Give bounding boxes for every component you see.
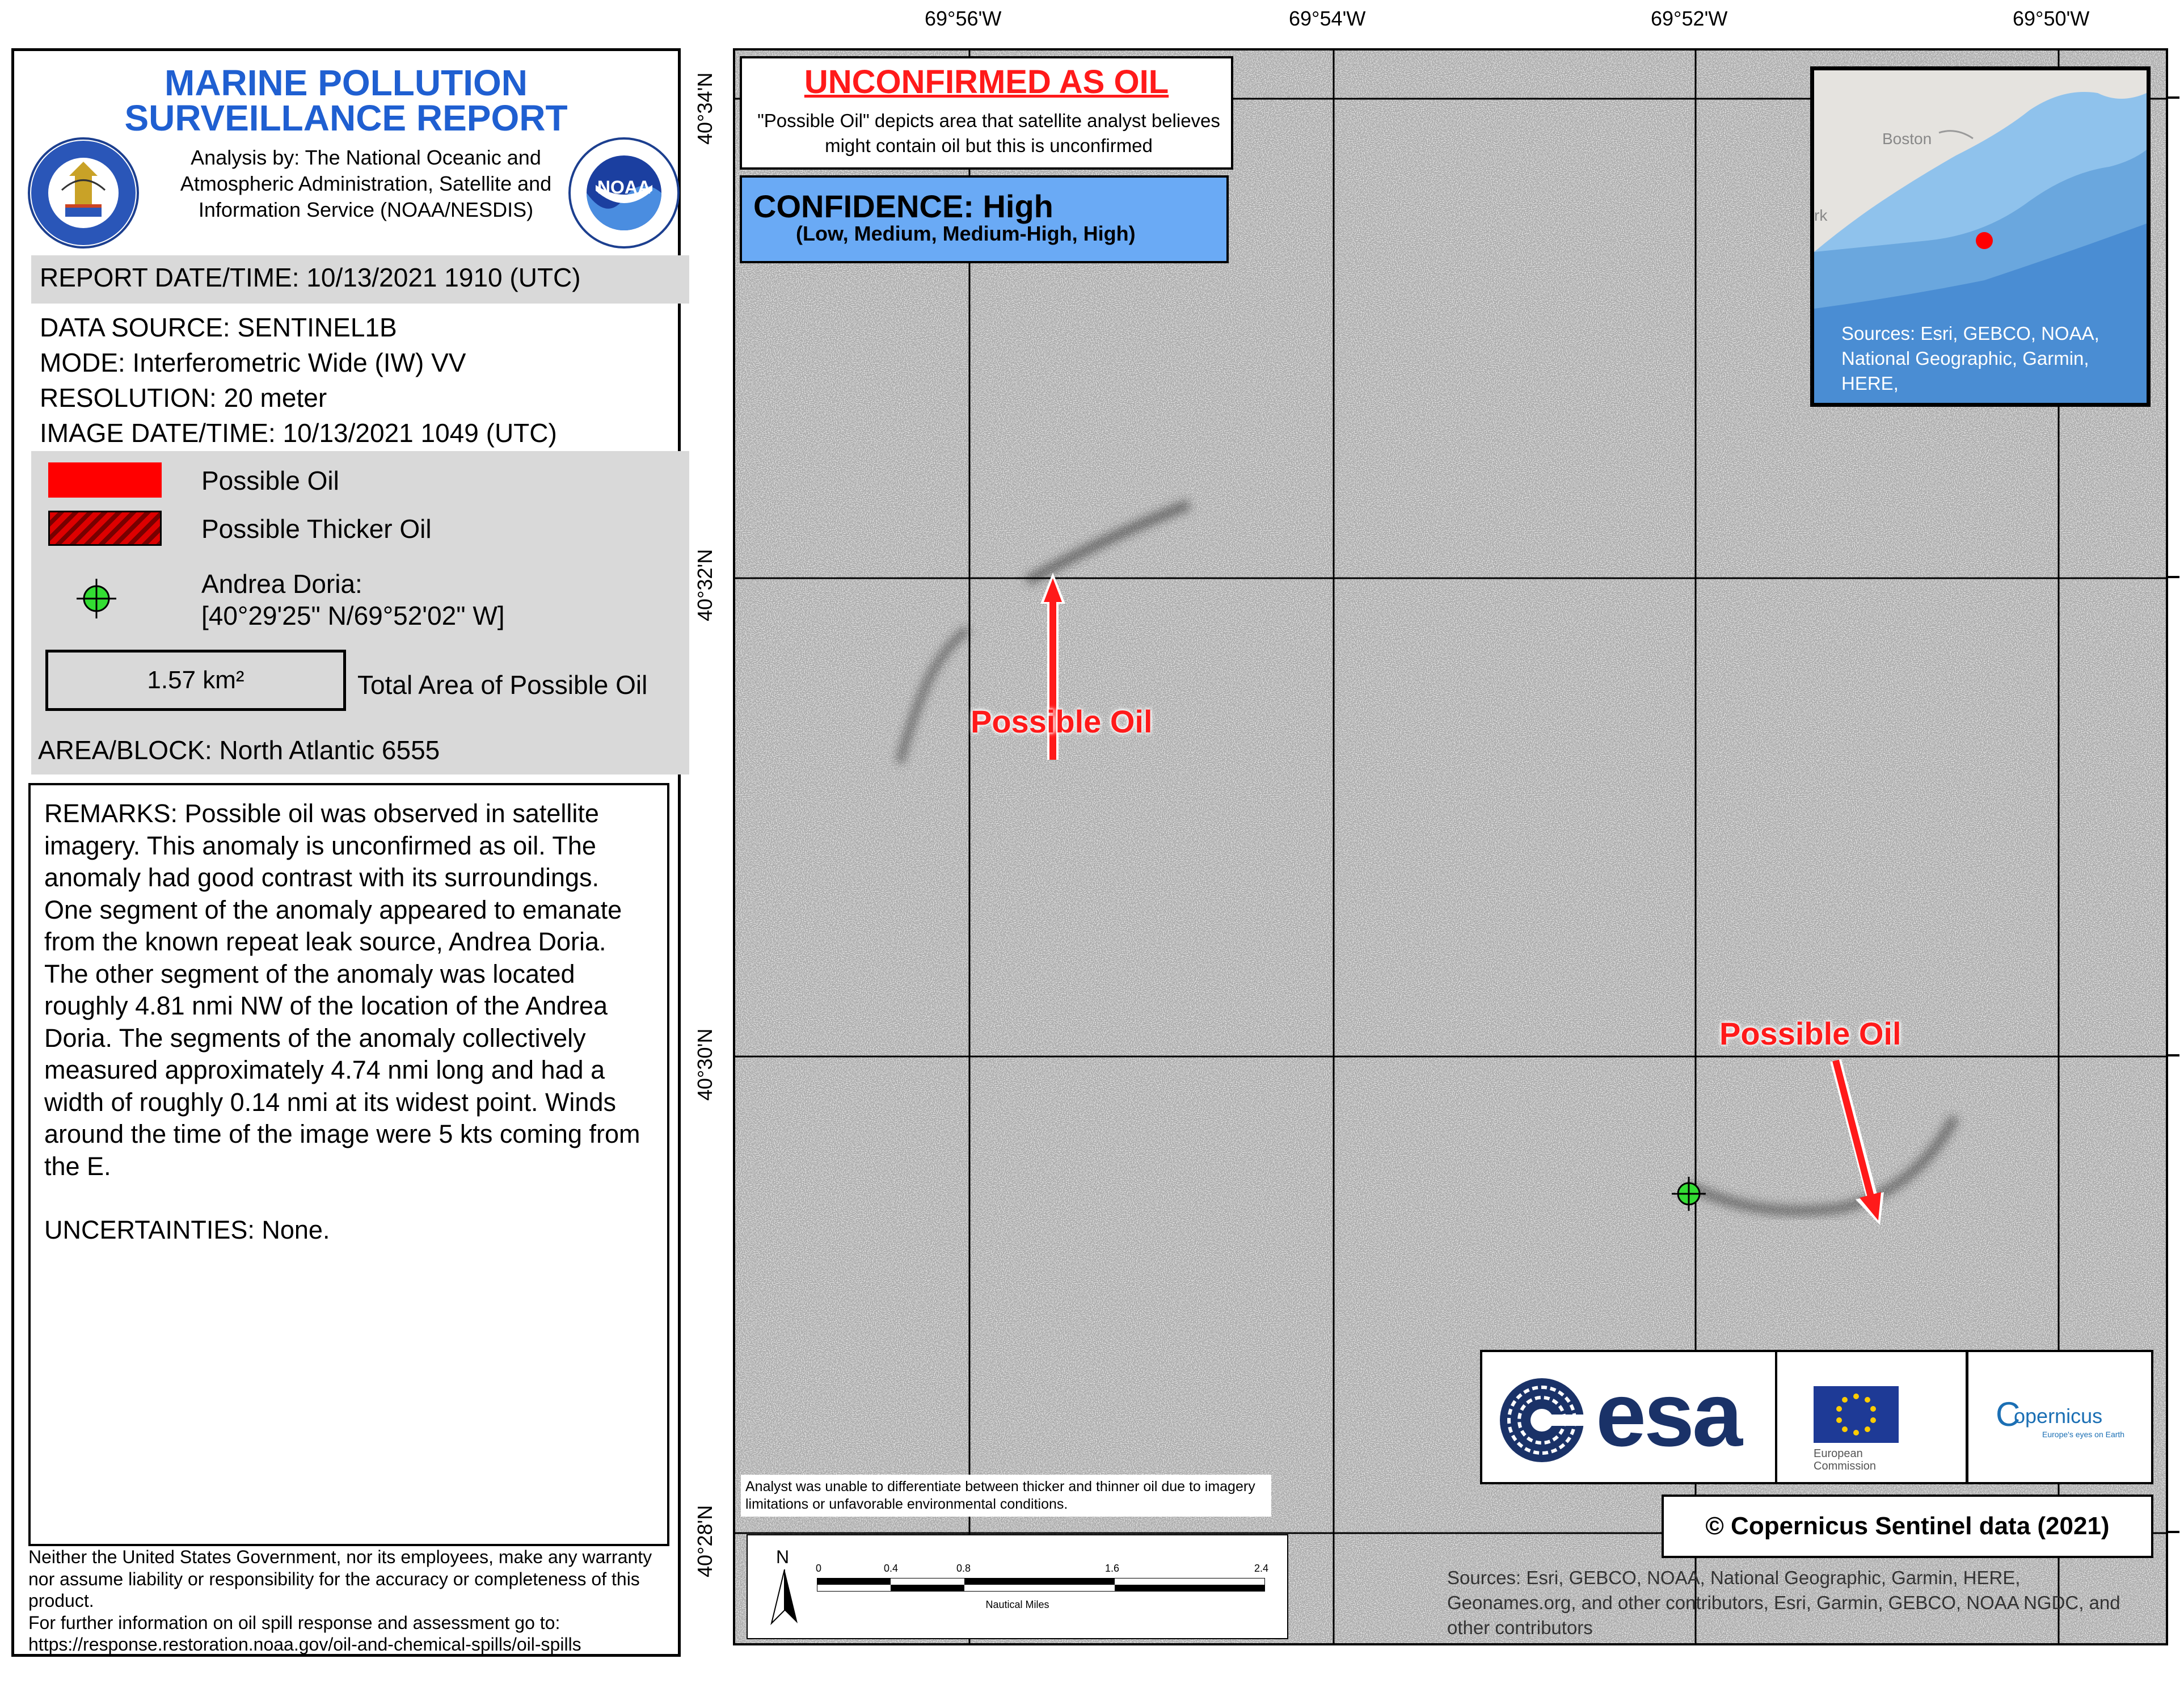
total-area-value: 1.57 km² (45, 650, 346, 711)
uncertainties-text: UNCERTAINTIES: None. (44, 1215, 330, 1244)
resolution: RESOLUTION: 20 meter (40, 383, 327, 412)
sar-map[interactable] (733, 48, 2168, 1645)
legend-possible-thicker-oil: Possible Thicker Oil (201, 514, 432, 544)
disclaimer (28, 1546, 664, 1656)
lat-label-2: 40°32'N (693, 549, 716, 621)
report-datetime: REPORT DATE/TIME: 10/13/2021 1910 (UTC) (40, 263, 581, 292)
scale-tick-1: 0.4 (884, 1563, 899, 1574)
possible-thicker-oil-swatch (48, 511, 162, 546)
copernicus-c: C (1996, 1395, 2021, 1433)
possible-oil-swatch (48, 462, 162, 498)
map-sources: Sources: Esri, GEBCO, NOAA, National Geographic, Garmin, HERE, Geonames.org, and other contributors, Esri, Garmin, GEBCO, NOAA NGDC, and other contributors (1447, 1567, 2120, 1638)
analysis-credit: Analysis by: The National Oceanic and Atmospheric Administration, Satellite and Information Service (NOAA/NESDIS) (180, 146, 552, 221)
inset-city-boston: Boston (1882, 130, 1932, 148)
remarks-box (28, 783, 669, 1546)
possible-oil-label-2: Possible Oil (1719, 1016, 1901, 1051)
lat-label-4: 40°28'N (693, 1505, 716, 1577)
noaa-logo-icon (567, 136, 681, 250)
area-block: AREA/BLOCK: North Atlantic 6555 (38, 735, 440, 765)
unconfirmed-text: "Possible Oil" depicts area that satellite analyst believes might contain oil but this is unconfirmed (757, 110, 1220, 156)
scale-tick-2: 0.8 (956, 1563, 971, 1574)
andrea-doria-coords: [40°29'25" N/69°52'02" W] (201, 601, 505, 630)
andrea-doria-marker-icon (77, 579, 116, 618)
andrea-doria-map-marker-icon[interactable] (1672, 1177, 1706, 1211)
lat-label-3: 40°30'N (693, 1028, 716, 1101)
info-link[interactable]: https://response.restoration.noaa.gov/oil-and-chemical-spills/oil-spills (28, 1634, 581, 1655)
total-area-label: Total Area of Possible Oil (357, 670, 648, 700)
esa-text: esa (1596, 1363, 1740, 1465)
north-arrow-icon (770, 1569, 799, 1626)
report-panel (11, 48, 681, 1657)
lon-label-2: 69°54'W (1289, 7, 1366, 30)
remarks-text: REMARKS: Possible oil was observed in satellite imagery. This anomaly is unconfirmed as oil. The anomaly had good contrast with its surroundings. One segment of the anomaly appeared to emanate from the known repeat leak source, Andrea Doria. The other segment of the anomaly was located roughly 4.81 nmi NW of the location of the Andrea Doria. The segments of the anomaly collectively measured approximately 4.74 nmi long and had a width of roughly 0.14 nmi at its widest point. Winds around the time of the image were 5 kts coming from the E. (44, 799, 640, 1181)
lon-label-4: 69°50'W (2013, 7, 2090, 30)
confidence-box (740, 175, 1229, 263)
copyright: © Copernicus Sentinel data (2021) (1662, 1495, 2153, 1558)
inset-map[interactable] (1810, 66, 2151, 407)
confidence-title: CONFIDENCE: High (753, 188, 1053, 224)
inset-city-newyork: rk (1814, 207, 1828, 224)
scale-bar-graphic (817, 1578, 1265, 1592)
lat-label-1: 40°34'N (693, 72, 716, 145)
esa-logo (1480, 1350, 1780, 1484)
legend-possible-oil: Possible Oil (201, 466, 339, 495)
lon-label-1: 69°56'W (925, 7, 1002, 30)
scale-tick-0: 0 (816, 1563, 822, 1574)
disclaimer-text: Neither the United States Government, nor its employees, make any warranty nor assume liability or responsibility for the accuracy or completeness of this product. (28, 1547, 652, 1611)
further-info-text: For further information on oil spill response and assessment go to: (28, 1612, 560, 1633)
andrea-doria-label: Andrea Doria: (201, 569, 362, 599)
ec-text-1: European (1814, 1447, 1863, 1460)
scale-bar (747, 1534, 1288, 1639)
arrow-down-icon (1824, 1055, 1887, 1231)
data-source: DATA SOURCE: SENTINEL1B (40, 313, 397, 342)
unconfirmed-title: UNCONFIRMED AS OIL (804, 64, 1169, 100)
analyst-note: Analyst was unable to differentiate between thicker and thinner oil due to imagery limitations or unfavorable environmental conditions. (741, 1475, 1271, 1517)
lon-label-3: 69°52'W (1651, 7, 1728, 30)
scale-unit: Nautical Miles (985, 1599, 1049, 1610)
report-title-line2: SURVEILLANCE REPORT (124, 98, 568, 138)
copernicus-tagline: Europe's eyes on Earth (2042, 1430, 2125, 1439)
noaa-logo-text: NOAA (597, 177, 651, 197)
copernicus-logo (1966, 1350, 2153, 1484)
ec-text-2: Commission (1814, 1460, 1877, 1472)
scale-tick-4: 2.4 (1254, 1563, 1269, 1574)
esa-swirl-icon (1496, 1375, 1587, 1466)
eu-flag-icon (1814, 1386, 1899, 1443)
north-label: N (776, 1547, 790, 1567)
report-title-line1: MARINE POLLUTION (165, 62, 528, 103)
european-commission-logo (1775, 1350, 1968, 1484)
scale-tick-3: 1.6 (1105, 1563, 1120, 1574)
unconfirmed-box (740, 56, 1233, 170)
possible-oil-label-1: Possible Oil (971, 704, 1153, 739)
mode: MODE: Interferometric Wide (IW) VV (40, 348, 466, 377)
image-datetime: IMAGE DATE/TIME: 10/13/2021 1049 (UTC) (40, 418, 557, 448)
copernicus-text: opernicus (2014, 1404, 2103, 1428)
inset-sources: Sources: Esri, GEBCO, NOAA, National Geographic, Garmin, HERE, (1841, 323, 2099, 394)
confidence-scale: (Low, Medium, Medium-High, High) (796, 222, 1136, 245)
doc-seal-icon (27, 136, 140, 250)
